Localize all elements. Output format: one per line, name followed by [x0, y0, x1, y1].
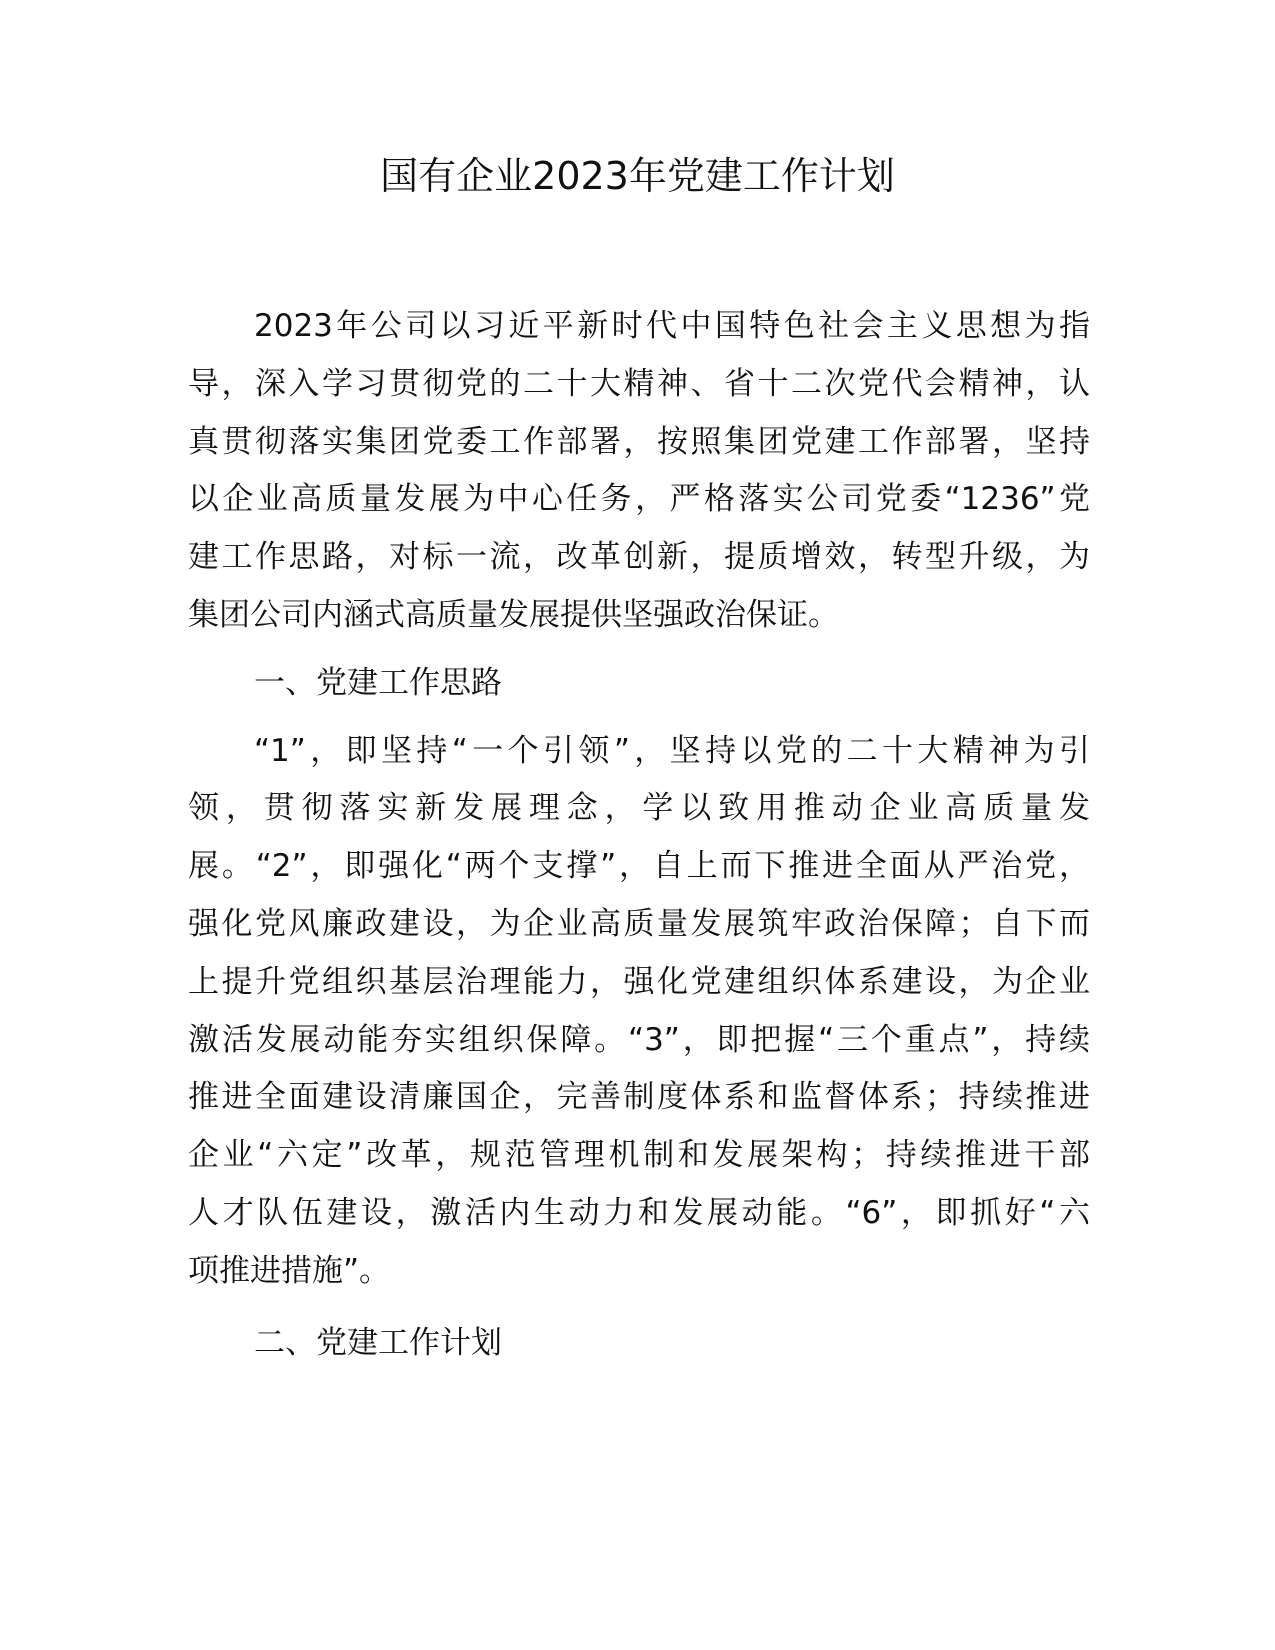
- paragraph-line: 展。“2”，即强化“两个支撑”，自上而下推进全面从严治党，: [188, 848, 1090, 885]
- paragraph-line: 真贯彻落实集团党委工作部署，按照集团党建工作部署，坚持: [188, 423, 1090, 460]
- paragraph-line: 集团公司内涵式高质量发展提供坚强政治保证。: [188, 596, 839, 633]
- section-heading-1: 一、党建工作思路: [254, 664, 502, 701]
- paragraph-line: 领，贯彻落实新发展理念，学以致用推动企业高质量发: [188, 790, 1090, 827]
- paragraph-line: “1”，即坚持“一个引领”，坚持以党的二十大精神为引: [254, 732, 1090, 769]
- spacer: [188, 645, 1090, 655]
- paragraph-line: 建工作思路，对标一流，改革创新，提质增效，转型升级，为: [188, 539, 1090, 576]
- paragraph-line: 导，深入学习贯彻党的二十大精神、省十二次党代会精神，认: [188, 365, 1090, 402]
- paragraph-line: 以企业高质量发展为中心任务，严格落实公司党委“1236”党: [188, 481, 1090, 518]
- paragraph-line: 上提升党组织基层治理能力，强化党建组织体系建设，为企业: [188, 963, 1090, 1000]
- paragraph-line: 强化党风廉政建设，为企业高质量发展筑牢政治保障；自下而: [188, 905, 1090, 942]
- intro-paragraph: [188, 298, 1090, 645]
- paragraph-line: 企业“六定”改革，规范管理机制和发展架构；持续推进干部: [188, 1137, 1090, 1174]
- document-title: 国有企业2023年党建工作计划: [380, 154, 895, 198]
- section1-paragraph: [188, 723, 1090, 1301]
- paragraph-line: 人才队伍建设，激活内生动力和发展动能。“6”，即抓好“六: [188, 1194, 1090, 1231]
- section-heading-2: 二、党建工作计划: [254, 1324, 502, 1361]
- paragraph-line: 推进全面建设清廉国企，完善制度体系和监督体系；持续推进: [188, 1079, 1090, 1116]
- paragraph-line: 激活发展动能夯实组织保障。“3”，即把握“三个重点”，持续: [188, 1021, 1090, 1058]
- spacer: [188, 1301, 1090, 1315]
- paragraph-line: 项推进措施”。: [188, 1252, 391, 1289]
- spacer: [188, 713, 1090, 723]
- paragraph-line: 2023年公司以习近平新时代中国特色社会主义思想为指: [254, 308, 1090, 344]
- document-body: [188, 298, 1090, 1372]
